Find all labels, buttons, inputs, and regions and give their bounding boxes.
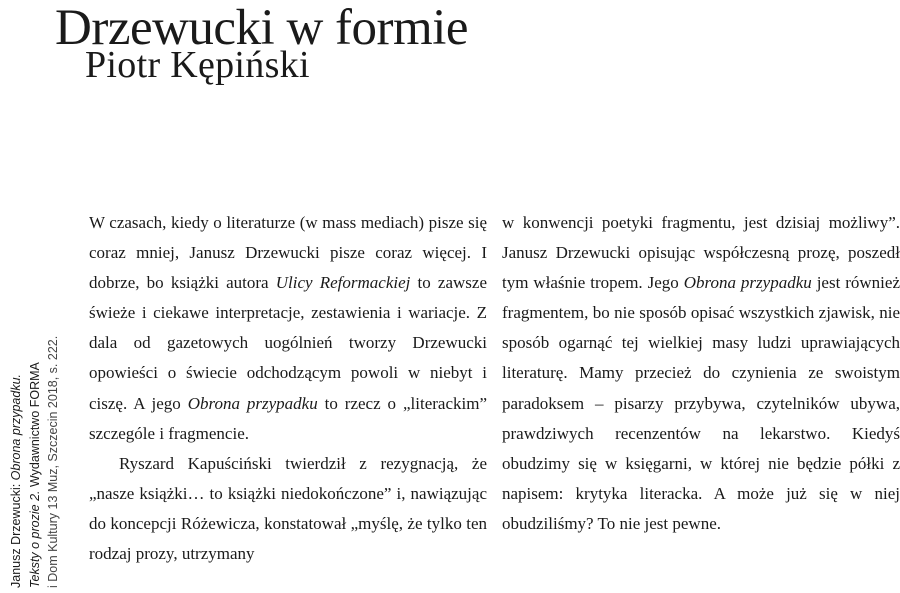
paragraph-continued-book-title: Obrona przypadku <box>683 273 812 293</box>
paragraph-continued-text-b: jest również fragmentem, bo nie sposób opisać wszystkich zjawisk, nie sposób ogarnąć tej wielkiej masy ludzi uprawiających literaturę. Mamy przecież do czynienia ze swoistym paradoksem – pisarzy przybywa, czytelników ubywa, prawdziwych recenzentów na lekarstwo. Kiedyś obudzimy się w księgarni, w której nie będzie półki z napisem: krytyka literacka. A może już się w niej obudziliśmy? To nie jest pewne. <box>502 273 900 533</box>
bibliography-line-2 <box>26 188 45 588</box>
article-title: Drzewucki w formie <box>55 0 468 56</box>
text-column-right <box>502 208 900 539</box>
book-publication-details: i Dom Kultury 13 Muz, Szczecin 2018, s. 222. <box>46 335 60 588</box>
text-column-left <box>89 208 487 569</box>
article-author: Piotr Kępiński <box>85 44 310 86</box>
book-title: Obrona przypadku. <box>9 374 23 481</box>
paragraph-1 <box>89 208 487 449</box>
paragraph-2: Ryszard Kapuściński twierdził z rezygnacją, że „nasze książki… to książki niedokończone” i, nawiązując do koncepcji Różewicza, konstatował „myślę, że tylko ten rodzaj prozy, utrzymany <box>89 453 487 564</box>
book-bibliography <box>7 188 77 588</box>
book-publisher: Wydawnictwo FORMA <box>27 362 42 491</box>
paragraph-1-text-a: W czasach, kiedy o literaturze (w mass mediach) pisze się coraz mniej, Janusz Drzewucki pisze coraz więcej. I dobrze, bo książki autora <box>89 213 487 293</box>
paragraph-1-text-c: to rzecz o „literackim” szczególe i fragmencie. <box>89 393 487 443</box>
paragraph-1-book-title-2: Obrona przypadku <box>187 393 318 413</box>
paragraph-2-continued <box>502 208 900 539</box>
paragraph-1-text-b: to zawsze świeże i ciekawe interpretacje, zestawienia i wariacje. Z dala od gazetowych uogólnień tworzy Drzewucki opowieści o świecie odchodzącym powoli w niebyt i ciszę. A jego <box>89 273 487 413</box>
paragraph-1-book-title-1: Ulicy Reformackiej <box>275 273 411 293</box>
book-subtitle: Teksty o prozie 2. <box>27 490 42 588</box>
book-author: Janusz Drzewucki: <box>9 480 23 588</box>
bibliography-line-1 <box>7 188 26 588</box>
paragraph-continued-text-a: w konwencji poetyki fragmentu, jest dzisiaj możliwy”. Janusz Drzewucki opisując współczesną prozę, poszedł tym właśnie tropem. Jego <box>502 213 900 293</box>
